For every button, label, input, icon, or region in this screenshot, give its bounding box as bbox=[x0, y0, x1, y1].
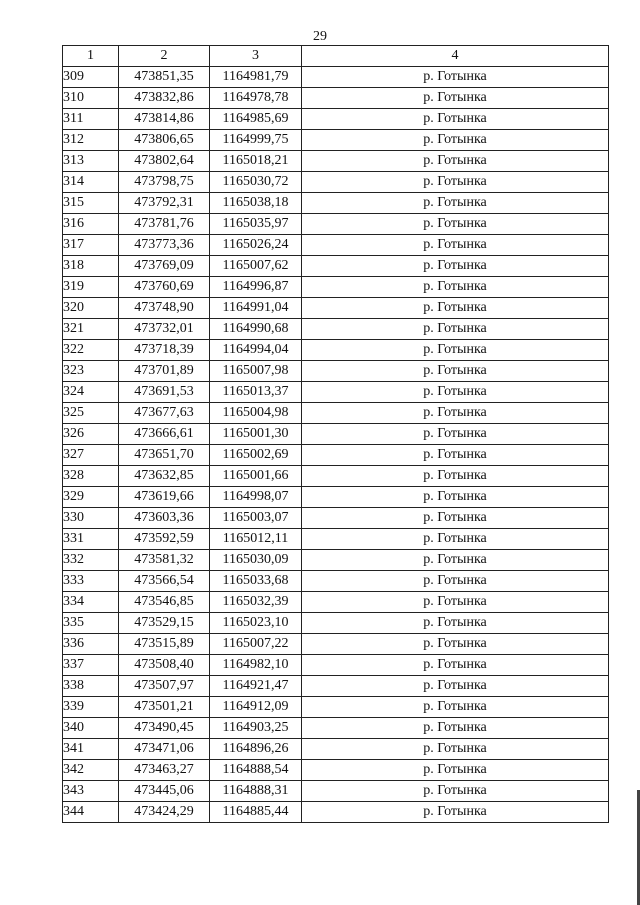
table-row bbox=[63, 760, 609, 781]
point-number-cell: 314 bbox=[63, 172, 119, 193]
table-row bbox=[63, 487, 609, 508]
point-number-cell: 335 bbox=[63, 613, 119, 634]
point-number-cell: 334 bbox=[63, 592, 119, 613]
column-header-y: 3 bbox=[210, 46, 302, 67]
table-row bbox=[63, 151, 609, 172]
object-name-cell: р. Готынка bbox=[302, 781, 609, 802]
x-coordinate-cell: 473546,85 bbox=[119, 592, 210, 613]
x-coordinate-cell: 473666,61 bbox=[119, 424, 210, 445]
object-name-cell: р. Готынка bbox=[302, 214, 609, 235]
x-coordinate-cell: 473806,65 bbox=[119, 130, 210, 151]
y-coordinate-cell: 1164990,68 bbox=[210, 319, 302, 340]
point-number-cell: 333 bbox=[63, 571, 119, 592]
y-coordinate-cell: 1165007,98 bbox=[210, 361, 302, 382]
x-coordinate-cell: 473463,27 bbox=[119, 760, 210, 781]
y-coordinate-cell: 1164978,78 bbox=[210, 88, 302, 109]
y-coordinate-cell: 1164888,31 bbox=[210, 781, 302, 802]
table-row bbox=[63, 655, 609, 676]
point-number-cell: 319 bbox=[63, 277, 119, 298]
table-row bbox=[63, 109, 609, 130]
y-coordinate-cell: 1165002,69 bbox=[210, 445, 302, 466]
point-number-cell: 326 bbox=[63, 424, 119, 445]
y-coordinate-cell: 1165007,62 bbox=[210, 256, 302, 277]
y-coordinate-cell: 1164885,44 bbox=[210, 802, 302, 823]
table-row bbox=[63, 235, 609, 256]
y-coordinate-cell: 1165018,21 bbox=[210, 151, 302, 172]
object-name-cell: р. Готынка bbox=[302, 361, 609, 382]
object-name-cell: р. Готынка bbox=[302, 613, 609, 634]
x-coordinate-cell: 473851,35 bbox=[119, 67, 210, 88]
y-coordinate-cell: 1164991,04 bbox=[210, 298, 302, 319]
object-name-cell: р. Готынка bbox=[302, 130, 609, 151]
object-name-cell: р. Готынка bbox=[302, 676, 609, 697]
table-row bbox=[63, 214, 609, 235]
x-coordinate-cell: 473760,69 bbox=[119, 277, 210, 298]
object-name-cell: р. Готынка bbox=[302, 508, 609, 529]
point-number-cell: 322 bbox=[63, 340, 119, 361]
y-coordinate-cell: 1164994,04 bbox=[210, 340, 302, 361]
x-coordinate-cell: 473581,32 bbox=[119, 550, 210, 571]
x-coordinate-cell: 473792,31 bbox=[119, 193, 210, 214]
object-name-cell: р. Готынка bbox=[302, 445, 609, 466]
table-row bbox=[63, 319, 609, 340]
point-number-cell: 331 bbox=[63, 529, 119, 550]
point-number-cell: 339 bbox=[63, 697, 119, 718]
x-coordinate-cell: 473651,70 bbox=[119, 445, 210, 466]
object-name-cell: р. Готынка bbox=[302, 88, 609, 109]
x-coordinate-cell: 473471,06 bbox=[119, 739, 210, 760]
y-coordinate-cell: 1164999,75 bbox=[210, 130, 302, 151]
table-row bbox=[63, 88, 609, 109]
y-coordinate-cell: 1165026,24 bbox=[210, 235, 302, 256]
object-name-cell: р. Готынка bbox=[302, 655, 609, 676]
y-coordinate-cell: 1164985,69 bbox=[210, 109, 302, 130]
point-number-cell: 323 bbox=[63, 361, 119, 382]
coordinates-table bbox=[62, 45, 609, 823]
table-row bbox=[63, 277, 609, 298]
y-coordinate-cell: 1164921,47 bbox=[210, 676, 302, 697]
y-coordinate-cell: 1165012,11 bbox=[210, 529, 302, 550]
x-coordinate-cell: 473718,39 bbox=[119, 340, 210, 361]
table-row bbox=[63, 130, 609, 151]
point-number-cell: 340 bbox=[63, 718, 119, 739]
table-row bbox=[63, 445, 609, 466]
table-row bbox=[63, 739, 609, 760]
point-number-cell: 337 bbox=[63, 655, 119, 676]
page-number: 29 bbox=[313, 29, 327, 44]
point-number-cell: 336 bbox=[63, 634, 119, 655]
table-row bbox=[63, 718, 609, 739]
object-name-cell: р. Готынка bbox=[302, 424, 609, 445]
x-coordinate-cell: 473619,66 bbox=[119, 487, 210, 508]
point-number-cell: 309 bbox=[63, 67, 119, 88]
y-coordinate-cell: 1165001,30 bbox=[210, 424, 302, 445]
x-coordinate-cell: 473507,97 bbox=[119, 676, 210, 697]
x-coordinate-cell: 473769,09 bbox=[119, 256, 210, 277]
y-coordinate-cell: 1165030,09 bbox=[210, 550, 302, 571]
x-coordinate-cell: 473798,75 bbox=[119, 172, 210, 193]
y-coordinate-cell: 1164912,09 bbox=[210, 697, 302, 718]
x-coordinate-cell: 473508,40 bbox=[119, 655, 210, 676]
point-number-cell: 310 bbox=[63, 88, 119, 109]
object-name-cell: р. Готынка bbox=[302, 592, 609, 613]
x-coordinate-cell: 473677,63 bbox=[119, 403, 210, 424]
object-name-cell: р. Готынка bbox=[302, 67, 609, 88]
x-coordinate-cell: 473701,89 bbox=[119, 361, 210, 382]
object-name-cell: р. Готынка bbox=[302, 109, 609, 130]
object-name-cell: р. Готынка bbox=[302, 571, 609, 592]
x-coordinate-cell: 473832,86 bbox=[119, 88, 210, 109]
object-name-cell: р. Готынка bbox=[302, 277, 609, 298]
object-name-cell: р. Готынка bbox=[302, 382, 609, 403]
x-coordinate-cell: 473802,64 bbox=[119, 151, 210, 172]
table-row bbox=[63, 697, 609, 718]
point-number-cell: 338 bbox=[63, 676, 119, 697]
object-name-cell: р. Готынка bbox=[302, 697, 609, 718]
object-name-cell: р. Готынка bbox=[302, 256, 609, 277]
column-header-name: 4 bbox=[302, 46, 609, 67]
y-coordinate-cell: 1164998,07 bbox=[210, 487, 302, 508]
point-number-cell: 329 bbox=[63, 487, 119, 508]
table-row bbox=[63, 172, 609, 193]
point-number-cell: 343 bbox=[63, 781, 119, 802]
y-coordinate-cell: 1165013,37 bbox=[210, 382, 302, 403]
point-number-cell: 341 bbox=[63, 739, 119, 760]
x-coordinate-cell: 473490,45 bbox=[119, 718, 210, 739]
x-coordinate-cell: 473445,06 bbox=[119, 781, 210, 802]
y-coordinate-cell: 1165023,10 bbox=[210, 613, 302, 634]
y-coordinate-cell: 1165004,98 bbox=[210, 403, 302, 424]
column-header-x: 2 bbox=[119, 46, 210, 67]
object-name-cell: р. Готынка bbox=[302, 151, 609, 172]
x-coordinate-cell: 473773,36 bbox=[119, 235, 210, 256]
table-header-row bbox=[63, 46, 609, 67]
object-name-cell: р. Готынка bbox=[302, 760, 609, 781]
x-coordinate-cell: 473632,85 bbox=[119, 466, 210, 487]
object-name-cell: р. Готынка bbox=[302, 298, 609, 319]
table-body bbox=[63, 67, 609, 823]
y-coordinate-cell: 1164888,54 bbox=[210, 760, 302, 781]
table-row bbox=[63, 424, 609, 445]
y-coordinate-cell: 1165007,22 bbox=[210, 634, 302, 655]
table-row bbox=[63, 298, 609, 319]
x-coordinate-cell: 473814,86 bbox=[119, 109, 210, 130]
object-name-cell: р. Готынка bbox=[302, 634, 609, 655]
y-coordinate-cell: 1165038,18 bbox=[210, 193, 302, 214]
x-coordinate-cell: 473529,15 bbox=[119, 613, 210, 634]
column-header-number: 1 bbox=[63, 46, 119, 67]
object-name-cell: р. Готынка bbox=[302, 466, 609, 487]
x-coordinate-cell: 473691,53 bbox=[119, 382, 210, 403]
object-name-cell: р. Готынка bbox=[302, 403, 609, 424]
point-number-cell: 342 bbox=[63, 760, 119, 781]
object-name-cell: р. Готынка bbox=[302, 802, 609, 823]
point-number-cell: 330 bbox=[63, 508, 119, 529]
x-coordinate-cell: 473781,76 bbox=[119, 214, 210, 235]
x-coordinate-cell: 473748,90 bbox=[119, 298, 210, 319]
point-number-cell: 311 bbox=[63, 109, 119, 130]
object-name-cell: р. Готынка bbox=[302, 340, 609, 361]
point-number-cell: 317 bbox=[63, 235, 119, 256]
table-row bbox=[63, 340, 609, 361]
object-name-cell: р. Готынка bbox=[302, 529, 609, 550]
table-row bbox=[63, 382, 609, 403]
y-coordinate-cell: 1164996,87 bbox=[210, 277, 302, 298]
table-row bbox=[63, 676, 609, 697]
table-row bbox=[63, 781, 609, 802]
y-coordinate-cell: 1165003,07 bbox=[210, 508, 302, 529]
y-coordinate-cell: 1164982,10 bbox=[210, 655, 302, 676]
object-name-cell: р. Готынка bbox=[302, 487, 609, 508]
point-number-cell: 312 bbox=[63, 130, 119, 151]
table-row bbox=[63, 613, 609, 634]
object-name-cell: р. Готынка bbox=[302, 172, 609, 193]
table-row bbox=[63, 466, 609, 487]
point-number-cell: 324 bbox=[63, 382, 119, 403]
table-row bbox=[63, 571, 609, 592]
x-coordinate-cell: 473424,29 bbox=[119, 802, 210, 823]
table-row bbox=[63, 529, 609, 550]
point-number-cell: 328 bbox=[63, 466, 119, 487]
object-name-cell: р. Готынка bbox=[302, 319, 609, 340]
x-coordinate-cell: 473501,21 bbox=[119, 697, 210, 718]
point-number-cell: 315 bbox=[63, 193, 119, 214]
y-coordinate-cell: 1164896,26 bbox=[210, 739, 302, 760]
object-name-cell: р. Готынка bbox=[302, 193, 609, 214]
table-row bbox=[63, 403, 609, 424]
object-name-cell: р. Готынка bbox=[302, 550, 609, 571]
object-name-cell: р. Готынка bbox=[302, 739, 609, 760]
y-coordinate-cell: 1165001,66 bbox=[210, 466, 302, 487]
table-row bbox=[63, 193, 609, 214]
point-number-cell: 332 bbox=[63, 550, 119, 571]
x-coordinate-cell: 473566,54 bbox=[119, 571, 210, 592]
table-row bbox=[63, 67, 609, 88]
y-coordinate-cell: 1165035,97 bbox=[210, 214, 302, 235]
point-number-cell: 313 bbox=[63, 151, 119, 172]
point-number-cell: 321 bbox=[63, 319, 119, 340]
object-name-cell: р. Готынка bbox=[302, 235, 609, 256]
point-number-cell: 327 bbox=[63, 445, 119, 466]
y-coordinate-cell: 1165032,39 bbox=[210, 592, 302, 613]
table-row bbox=[63, 634, 609, 655]
table-row bbox=[63, 550, 609, 571]
point-number-cell: 316 bbox=[63, 214, 119, 235]
table-row bbox=[63, 508, 609, 529]
point-number-cell: 344 bbox=[63, 802, 119, 823]
y-coordinate-cell: 1165030,72 bbox=[210, 172, 302, 193]
object-name-cell: р. Готынка bbox=[302, 718, 609, 739]
point-number-cell: 318 bbox=[63, 256, 119, 277]
table-row bbox=[63, 361, 609, 382]
y-coordinate-cell: 1164903,25 bbox=[210, 718, 302, 739]
x-coordinate-cell: 473592,59 bbox=[119, 529, 210, 550]
y-coordinate-cell: 1164981,79 bbox=[210, 67, 302, 88]
table-row bbox=[63, 802, 609, 823]
point-number-cell: 320 bbox=[63, 298, 119, 319]
x-coordinate-cell: 473732,01 bbox=[119, 319, 210, 340]
table-row bbox=[63, 592, 609, 613]
y-coordinate-cell: 1165033,68 bbox=[210, 571, 302, 592]
point-number-cell: 325 bbox=[63, 403, 119, 424]
table-row bbox=[63, 256, 609, 277]
x-coordinate-cell: 473515,89 bbox=[119, 634, 210, 655]
x-coordinate-cell: 473603,36 bbox=[119, 508, 210, 529]
